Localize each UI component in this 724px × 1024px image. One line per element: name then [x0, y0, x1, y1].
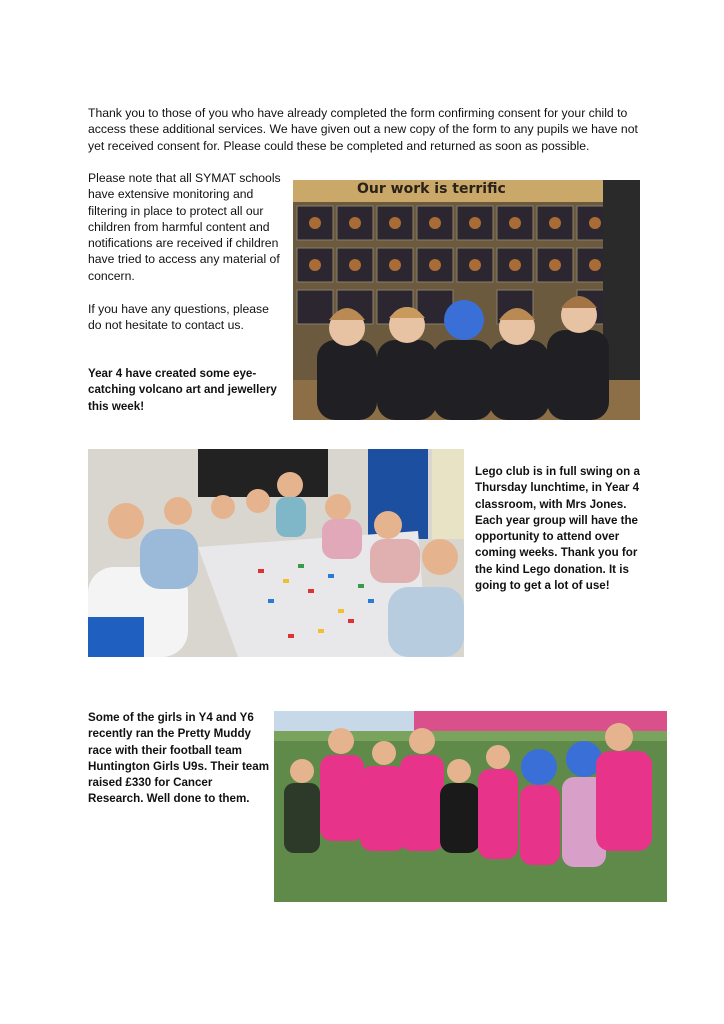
display-banner-text: Our work is terrific: [357, 181, 506, 197]
volcano-art-photo: [293, 180, 640, 420]
lego-club-photo: [88, 449, 464, 657]
questions-paragraph: If you have any questions, please do not hesitate to contact us.: [88, 302, 269, 333]
intro-paragraph: Thank you to those of you who have already completed the form confirming consent for your child to access these additional services. We have given out a new copy of the form to any pupils we have not yet received consent for. Please could these be completed and returned as soon as possible.: [88, 106, 638, 153]
year4-caption: Year 4 have created some eye-catching volcano art and jewellery this week!: [88, 367, 277, 413]
pretty-muddy-photo: [274, 711, 667, 902]
monitoring-paragraph: Please note that all SYMAT schools have extensive monitoring and filtering in place to protect all our children from harmful content and notifications are received if children have tried to access any material of concern.: [88, 171, 281, 283]
pretty-muddy-caption: Some of the girls in Y4 and Y6 recently ran the Pretty Muddy race with their football team Huntington Girls U9s. Their team raised £330 for Cancer Research. Well done to them.: [88, 711, 270, 806]
lego-caption: Lego club is in full swing on a Thursday lunchtime, in Year 4 classroom, with Mrs Jones. Each year group will have the opportunity to attend over coming weeks. Thank you for the kind Lego donation. It is going to get a lot of use!: [475, 465, 640, 593]
